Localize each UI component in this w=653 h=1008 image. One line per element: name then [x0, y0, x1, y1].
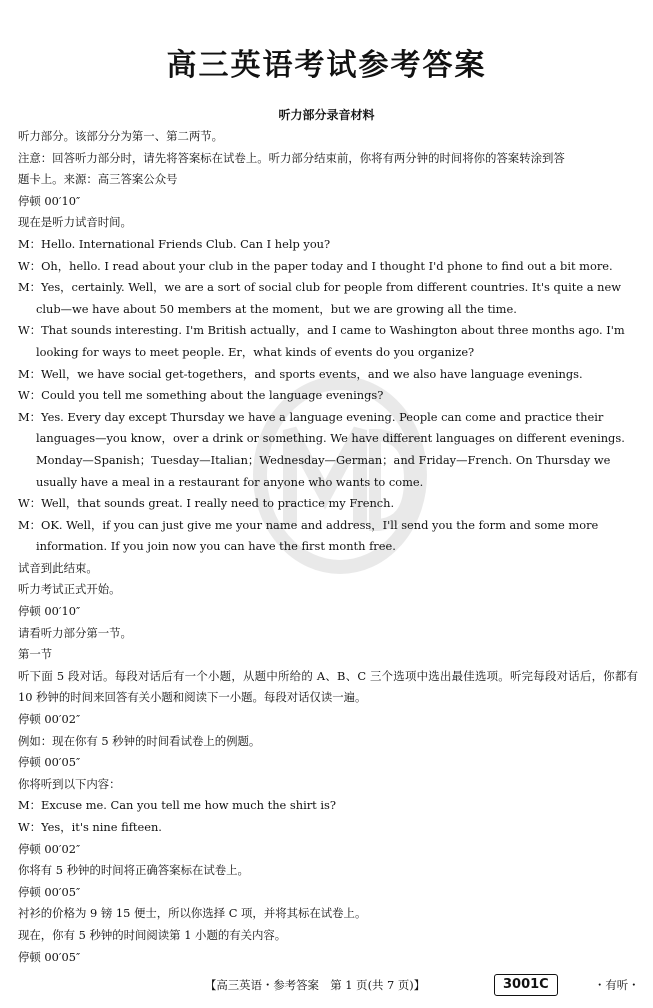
- text-line: 停顿 00′10″: [18, 193, 81, 208]
- text-line: 衬衫的价格为 9 镑 15 便士，所以你选择 C 项，并将其标在试卷上。: [18, 906, 367, 921]
- text-line: 你将听到以下内容：: [18, 776, 121, 791]
- text-line: M：Yes. Every day except Thursday we have a language evening. People can come and practice their languages—you know，over a drink or something. We have different languages on different evenings. Monday—Spanish；Tuesday—Italian；Wednesday—German；and Friday—French. On Thursday we usually have a meal in a restaurant for anyone who wants to come.: [18, 409, 625, 489]
- document-body: [18, 126, 638, 968]
- text-line: 试音到此结束。: [18, 560, 98, 575]
- text-line: 第一节: [18, 647, 53, 662]
- text-line: M：OK. Well，if you can just give me your name and address，I'll send you the form and some more information. If you join now you can have the first month free.: [18, 517, 599, 554]
- text-line: 停顿 00′05″: [18, 949, 81, 964]
- text-line: 题卡上。来源：高三答案公众号: [18, 172, 178, 187]
- text-line: 停顿 00′02″: [18, 841, 81, 856]
- text-line: 你将有 5 秒钟的时间将正确答案标在试卷上。: [18, 863, 249, 878]
- text-line: 听下面 5 段对话。每段对话后有一个小题，从题中所给的 A、B、C 三个选项中选出最佳选项。听完每段对话后，你都有 10 秒钟的时间来回答有关小题和阅读下一小题。每段对话仅读一遍。: [18, 668, 638, 705]
- text-line: W：Could you tell me something about the language evenings?: [18, 388, 384, 403]
- text-line: W：Well，that sounds great. I really need to practice my French.: [18, 496, 395, 511]
- text-line: W：That sounds interesting. I'm British actually，and I came to Washington about three months ago. I'm looking for ways to meet people. Er，what kinds of events do you organize?: [18, 323, 625, 359]
- text-line: W：Yes，it's nine fifteen.: [18, 820, 162, 834]
- text-line: W：Oh，hello. I read about your club in the paper today and I thought I'd phone to find out a bit more.: [18, 258, 613, 273]
- text-line: 停顿 00′05″: [18, 884, 81, 899]
- document-title: 高三英语考试参考答案: [166, 48, 487, 83]
- text-line: 听力部分。该部分分为第一、第二两节。: [18, 129, 224, 143]
- text-line: 请看听力部分第一节。: [18, 625, 132, 640]
- text-line: M：Hello. International Friends Club. Can I help you?: [18, 236, 331, 251]
- text-line: 停顿 00′10″: [18, 604, 81, 619]
- text-line: 现在，你有 5 秒钟的时间阅读第 1 小题的有关内容。: [18, 927, 287, 942]
- footer-exam-code: 3001C: [494, 974, 558, 996]
- text-line: 现在是听力试音时间。: [18, 215, 132, 230]
- text-line: 例如：现在你有 5 秒钟的时间看试卷上的例题。: [18, 733, 261, 748]
- text-line: 停顿 00′05″: [18, 755, 81, 770]
- page-footer: [0, 972, 653, 998]
- text-line: M：Yes，certainly. Well，we are a sort of social club for people from different countries. It's quite a new club—we have about 50 members at the moment，but we are growing all the time.: [18, 280, 621, 316]
- text-line: M：Well，we have social get-togethers，and sports events，and we also have language evenings.: [18, 366, 583, 381]
- text-line: 停顿 00′02″: [18, 712, 81, 727]
- text-line: M：Excuse me. Can you tell me how much the shirt is?: [18, 798, 336, 813]
- footer-right-label: ・有听・: [594, 978, 640, 992]
- text-line: 听力考试正式开始。: [18, 582, 121, 597]
- footer-page-label: 【高三英语・参考答案 第 1 页(共 7 页)】: [205, 978, 426, 992]
- document-subtitle: 听力部分录音材料: [278, 108, 375, 122]
- text-line: 注意：回答听力部分时，请先将答案标在试卷上。听力部分结束前，你将有两分钟的时间将你的答案转涂到答: [18, 150, 565, 165]
